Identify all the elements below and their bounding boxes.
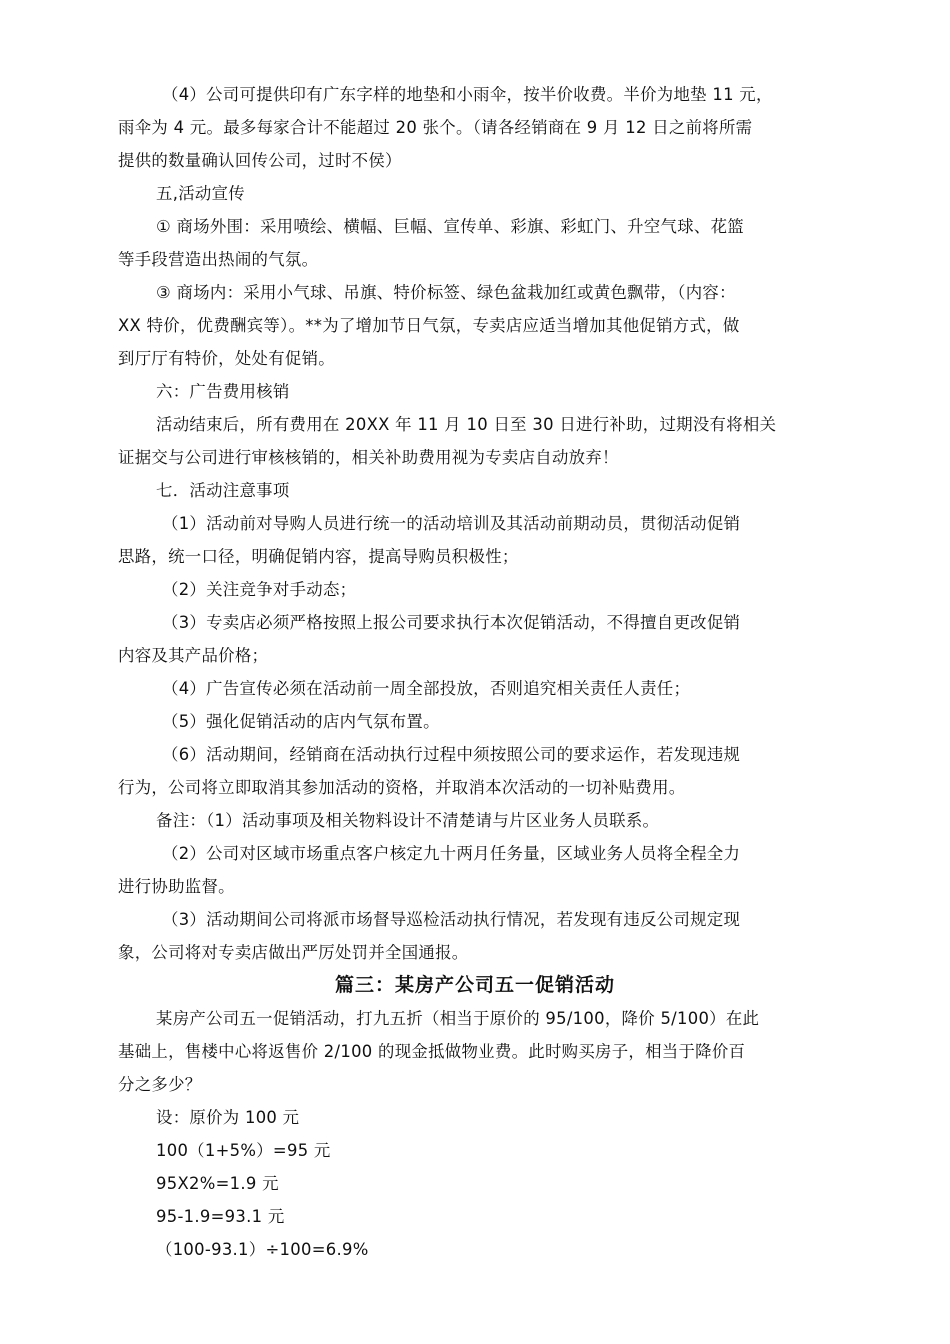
- document-page: [118, 78, 832, 1266]
- paragraph-line: 备注：（1）活动事项及相关物料设计不清楚请与片区业务人员联系。: [156, 811, 660, 830]
- paragraph-line: （1）活动前对导购人员进行统一的活动培训及其活动前期动员，贯彻活动促销: [162, 514, 741, 533]
- paragraph-line: 进行协助监督。: [118, 877, 235, 896]
- calculation-line: （100-93.1）÷100=6.9%: [156, 1240, 369, 1259]
- paragraph-line: （4）公司可提供印有广东字样的地垫和小雨伞，按半价收费。半价为地垫 11 元，: [162, 85, 773, 104]
- paragraph-line: （4）广告宣传必须在活动前一周全部投放，否则追究相关责任人责任；: [162, 679, 691, 698]
- section-heading: 七．活动注意事项: [156, 481, 290, 500]
- calculation-line: 95-1.9=93.1 元: [156, 1207, 285, 1226]
- paragraph-line: 行为，公司将立即取消其参加活动的资格，并取消本次活动的一切补贴费用。: [118, 778, 686, 797]
- calculation-line: 95X2%=1.9 元: [156, 1174, 279, 1193]
- paragraph-line: （2）公司对区域市场重点客户核定九十两月任务量，区域业务人员将全程全力: [162, 844, 741, 863]
- paragraph-line: 到厅厅有特价，处处有促销。: [118, 349, 335, 368]
- paragraph-line: XX 特价，优费酬宾等）。**为了增加节日气氛，专卖店应适当增加其他促销方式，做: [118, 316, 740, 335]
- paragraph-line: 雨伞为 4 元。最多每家合计不能超过 20 张个。（请各经销商在 9 月 12 日之前将所需: [118, 118, 753, 137]
- paragraph-line: （6）活动期间，经销商在活动执行过程中须按照公司的要求运作，若发现违规: [162, 745, 741, 764]
- paragraph-line: （3）专卖店必须严格按照上报公司要求执行本次促销活动，不得擅自更改促销: [162, 613, 741, 632]
- paragraph-line: 某房产公司五一促销活动，打九五折（相当于原价的 95/100，降价 5/100）在此: [156, 1009, 760, 1028]
- article-title: 篇三：某房产公司五一促销活动: [334, 974, 615, 996]
- calculation-line: 设：原价为 100 元: [156, 1108, 300, 1127]
- section-heading: 五,活动宣传: [156, 184, 245, 203]
- paragraph-line: （3）活动期间公司将派市场督导巡检活动执行情况，若发现有违反公司规定现: [162, 910, 741, 929]
- paragraph-line: 象，公司将对专卖店做出严厉处罚并全国通报。: [118, 943, 469, 962]
- paragraph-line: 思路，统一口径，明确促销内容，提高导购员积极性；: [118, 547, 519, 566]
- paragraph-line: 内容及其产品价格；: [118, 646, 269, 665]
- paragraph-line: 提供的数量确认回传公司，过时不侯）: [118, 151, 402, 170]
- paragraph-line: 分之多少？: [118, 1075, 202, 1094]
- paragraph-line: 活动结束后，所有费用在 20XX 年 11 月 10 日至 30 日进行补助，过期没有将相关: [156, 415, 777, 434]
- paragraph-line: 等手段营造出热闹的气氛。: [118, 250, 319, 269]
- paragraph-line: （5）强化促销活动的店内气氛布置。: [162, 712, 440, 731]
- paragraph-line: ① 商场外围：采用喷绘、横幅、巨幅、宣传单、彩旗、彩虹门、升空气球、花篮: [156, 217, 744, 236]
- paragraph-line: （2）关注竞争对手动态；: [162, 580, 357, 599]
- section-heading: 六：广告费用核销: [156, 382, 290, 401]
- calculation-line: 100（1+5%）=95 元: [156, 1141, 331, 1160]
- paragraph-line: 证据交与公司进行审核核销的，相关补助费用视为专卖店自动放弃！: [118, 448, 619, 467]
- paragraph-line: 基础上，售楼中心将返售价 2/100 的现金抵做物业费。此时购买房子，相当于降价百: [118, 1042, 746, 1061]
- paragraph-line: ③ 商场内：采用小气球、吊旗、特价标签、绿色盆栽加红或黄色飘带，（内容：: [156, 283, 736, 302]
